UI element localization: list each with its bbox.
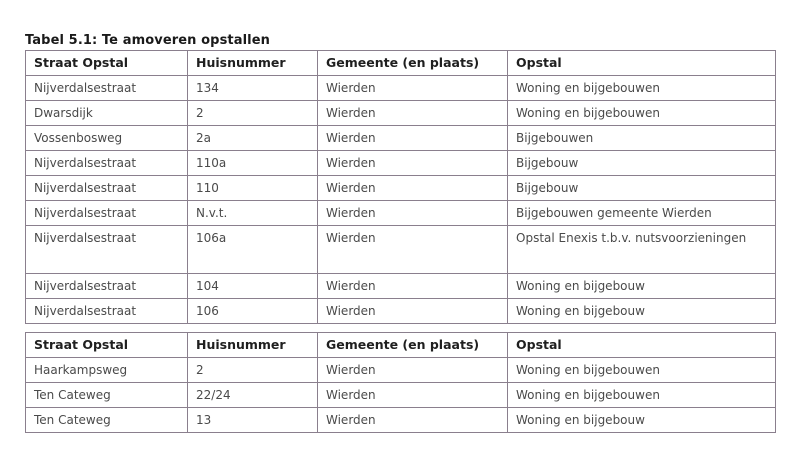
- cell-opstal: Woning en bijgebouwen: [508, 383, 776, 408]
- cell-huisnummer: 22/24: [188, 383, 318, 408]
- table-caption: Tabel 5.1: Te amoveren opstallen: [25, 33, 271, 48]
- table-row: [26, 151, 776, 176]
- table-row: [26, 274, 776, 299]
- cell-gemeente: Wierden: [318, 358, 508, 383]
- table-row: [26, 299, 776, 324]
- cell-gemeente: Wierden: [318, 126, 508, 151]
- cell-gemeente: Wierden: [318, 101, 508, 126]
- cell-straat: Nijverdalsestraat: [26, 201, 188, 226]
- header-gemeente: Gemeente (en plaats): [318, 51, 508, 76]
- cell-huisnummer: 134: [188, 76, 318, 101]
- cell-straat: Nijverdalsestraat: [26, 76, 188, 101]
- table-row: [26, 358, 776, 383]
- header-straat-opstal: Straat Opstal: [26, 51, 188, 76]
- cell-opstal: Opstal Enexis t.b.v. nutsvoorzieningen: [508, 226, 776, 274]
- table-header-row: [26, 333, 776, 358]
- header-huisnummer: Huisnummer: [188, 51, 318, 76]
- cell-huisnummer: N.v.t.: [188, 201, 318, 226]
- cell-opstal: Woning en bijgebouwen: [508, 76, 776, 101]
- table-row: [26, 201, 776, 226]
- cell-opstal: Bijgebouw: [508, 176, 776, 201]
- cell-huisnummer: 110: [188, 176, 318, 201]
- cell-gemeente: Wierden: [318, 151, 508, 176]
- cell-huisnummer: 2: [188, 101, 318, 126]
- cell-opstal: Bijgebouwen gemeente Wierden: [508, 201, 776, 226]
- cell-straat: Haarkampsweg: [26, 358, 188, 383]
- opstallen-table-1: [25, 50, 776, 324]
- cell-opstal: Bijgebouwen: [508, 126, 776, 151]
- header-huisnummer: Huisnummer: [188, 333, 318, 358]
- cell-straat: Dwarsdijk: [26, 101, 188, 126]
- header-straat-opstal: Straat Opstal: [26, 333, 188, 358]
- cell-straat: Nijverdalsestraat: [26, 176, 188, 201]
- cell-opstal: Bijgebouw: [508, 151, 776, 176]
- cell-gemeente: Wierden: [318, 408, 508, 433]
- cell-gemeente: Wierden: [318, 383, 508, 408]
- table-row: [26, 408, 776, 433]
- cell-huisnummer: 104: [188, 274, 318, 299]
- header-opstal: Opstal: [508, 51, 776, 76]
- cell-huisnummer: 13: [188, 408, 318, 433]
- cell-huisnummer: 2: [188, 358, 318, 383]
- header-opstal: Opstal: [508, 333, 776, 358]
- cell-opstal: Woning en bijgebouw: [508, 274, 776, 299]
- cell-straat: Nijverdalsestraat: [26, 151, 188, 176]
- cell-straat: Ten Cateweg: [26, 383, 188, 408]
- cell-opstal: Woning en bijgebouwen: [508, 101, 776, 126]
- table-row: [26, 226, 776, 274]
- table-row: [26, 176, 776, 201]
- cell-straat: Nijverdalsestraat: [26, 274, 188, 299]
- cell-gemeente: Wierden: [318, 176, 508, 201]
- cell-huisnummer: 110a: [188, 151, 318, 176]
- cell-gemeente: Wierden: [318, 201, 508, 226]
- cell-opstal: Woning en bijgebouw: [508, 299, 776, 324]
- cell-opstal: Woning en bijgebouwen: [508, 358, 776, 383]
- table-row: [26, 101, 776, 126]
- table-row: [26, 76, 776, 101]
- cell-straat: Nijverdalsestraat: [26, 299, 188, 324]
- cell-gemeente: Wierden: [318, 274, 508, 299]
- cell-straat: Ten Cateweg: [26, 408, 188, 433]
- opstallen-table-2: [25, 332, 776, 433]
- cell-gemeente: Wierden: [318, 226, 508, 274]
- cell-huisnummer: 2a: [188, 126, 318, 151]
- cell-straat: Nijverdalsestraat: [26, 226, 188, 274]
- table-header-row: [26, 51, 776, 76]
- cell-straat: Vossenbosweg: [26, 126, 188, 151]
- cell-opstal: Woning en bijgebouw: [508, 408, 776, 433]
- header-gemeente: Gemeente (en plaats): [318, 333, 508, 358]
- cell-gemeente: Wierden: [318, 299, 508, 324]
- table-row: [26, 126, 776, 151]
- cell-huisnummer: 106: [188, 299, 318, 324]
- cell-huisnummer: 106a: [188, 226, 318, 274]
- cell-gemeente: Wierden: [318, 76, 508, 101]
- table-row: [26, 383, 776, 408]
